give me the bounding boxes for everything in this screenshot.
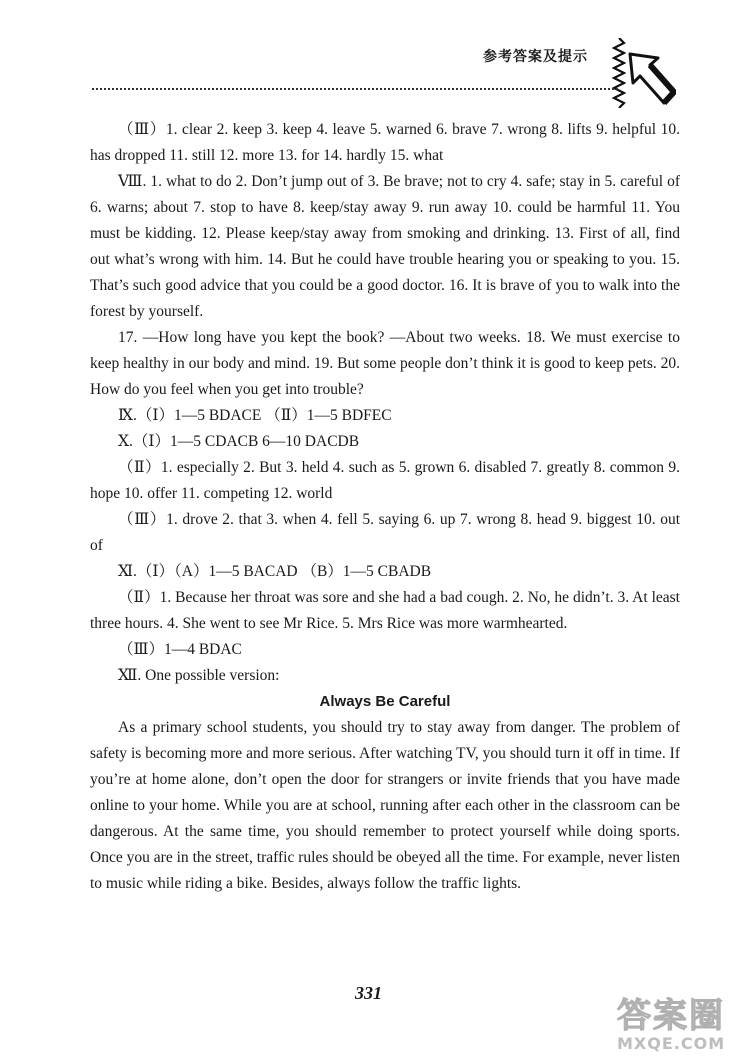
answer-section-11-2: （Ⅱ）1. Because her throat was sore and she had a bad cough. 2. No, he didn’t. 3. At least three hours. 4. She went to see Mr Rice. 5. Mrs Rice was more warmhearted. xyxy=(90,589,680,632)
answer-section-9: Ⅸ.（Ⅰ）1—5 BDACE （Ⅱ）1—5 BDFEC xyxy=(118,407,392,424)
answer-section-11-3: （Ⅲ）1—4 BDAC xyxy=(118,641,242,658)
answer-section-10-2: （Ⅱ）1. especially 2. But 3. held 4. such as 5. grown 6. disabled 7. greatly 8. common 9. hope 10. offer 11. competing 12. world xyxy=(90,459,680,502)
answer-section-10-1: Ⅹ.（Ⅰ）1—5 CDACB 6—10 DACDB xyxy=(118,433,360,450)
answer-section-8: Ⅷ. 1. what to do 2. Don’t jump out of 3. Be brave; not to cry 4. safe; stay in 5. careful of 6. warns; about 7. stop to have 8. keep/stay away 9. run away 10. could be harmful 11. You must be kidding. 12. Please keep/stay away from smoking and drinking. 13. First of all, find out what’s wrong with him. 14. But he could have trouble hearing you or speaking to you. 15. That’s such good advice that you could be a good doctor. 16. It is brave of you to walk into the forest by yourself. xyxy=(90,173,680,320)
header-divider xyxy=(92,88,618,90)
answer-section-11-1: Ⅺ.（Ⅰ）（A）1—5 BACAD （B）1—5 CBADB xyxy=(118,563,432,580)
essay-title: Always Be Careful xyxy=(319,693,451,710)
answer-section-3: （Ⅲ）1. clear 2. keep 3. keep 4. leave 5. warned 6. brave 7. wrong 8. lifts 9. helpful 10. has dropped 11. still 12. more 13. for 14. hardly 15. what xyxy=(90,121,680,164)
essay-body: As a primary school students, you should try to stay away from danger. The problem of safety is becoming more and more serious. After watching TV, you should turn it off in time. If you’re at home alone, don’t open the door for strangers or invite friends that you have made online to your home. While you are at school, running after each other in the classroom can be dangerous. At the same time, you should remember to protect yourself while doing sports. Once you are in the street, traffic rules should be obeyed all the time. For example, never listen to music while riding a bike. Besides, always follow the traffic lights. xyxy=(90,719,680,892)
page-number: 331 xyxy=(355,983,382,1003)
arrow-icon xyxy=(628,52,676,106)
watermark-logo xyxy=(617,997,745,1059)
watermark-url: MXQE.COM xyxy=(617,1034,726,1053)
header-title: 参考答案及提示 xyxy=(483,49,588,65)
answer-section-10-3: （Ⅲ）1. drove 2. that 3. when 4. fell 5. saying 6. up 7. wrong 8. head 9. biggest 10. out of xyxy=(90,511,680,554)
answer-section-8-cont: 17. —How long have you kept the book? —About two weeks. 18. We must exercise to keep healthy in our body and mind. 19. But some people don’t think it is good to keep pets. 20. How do you feel when you get into trouble? xyxy=(90,329,680,398)
watermark-text: 答案圈 xyxy=(617,996,725,1036)
answer-section-12: Ⅻ. One possible version: xyxy=(118,667,280,684)
zigzag-decoration-icon xyxy=(612,38,626,108)
answer-content xyxy=(90,117,680,897)
